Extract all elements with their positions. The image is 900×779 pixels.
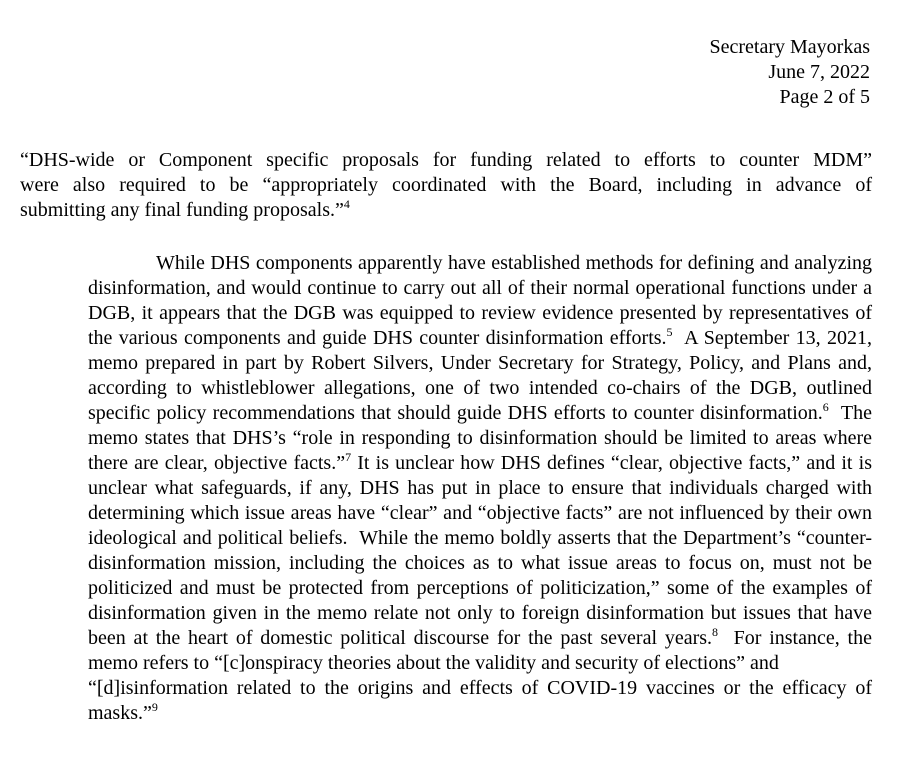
footnote-ref: 7 [345, 450, 352, 464]
text-line: memo prepared in part by Robert Silvers, Under Secretary for Strategy, Policy, and Plans and, [88, 352, 872, 374]
text-line: memo refers to “[c]onspiracy theories about the validity and security of elections” and [88, 652, 779, 674]
text-line: were also required to be “appropriately coordinated with the Board, including in advance of [20, 174, 872, 196]
text-line: ideological and political beliefs. While the memo boldly asserts that the Department’s “counter- [88, 527, 872, 549]
text-line: disinformation mission, including the choices as to what issue areas to focus on, must not be [88, 552, 872, 574]
text-line: politicized and must be protected from perceptions of politicization,” some of the examples of [88, 577, 872, 599]
header-date: June 7, 2022 [768, 61, 870, 83]
text-line: been at the heart of domestic political discourse for the past several years.$^8$ For instance, the [88, 625, 872, 649]
text-line: masks.”$^9$ [88, 700, 158, 724]
text-line: the various components and guide DHS counter disinformation efforts.$^5$ A September 13, 2021, [88, 325, 872, 349]
text-line: there are clear, objective facts.”$^7$ It is unclear how DHS defines “clear, objective facts,” and it is [88, 450, 872, 474]
footnote-ref: 4 [343, 197, 350, 211]
header-page-number: Page 2 of 5 [779, 86, 870, 108]
body-paragraph-1 [20, 148, 872, 223]
text-line: unclear what safeguards, if any, DHS has put in place to ensure that individuals charged with [88, 477, 872, 499]
text-line: While DHS components apparently have established methods for defining and analyzing [156, 252, 872, 274]
footnote-ref: 8 [712, 625, 719, 639]
text-line: “[d]isinformation related to the origins and effects of COVID-19 vaccines or the efficacy of [88, 677, 872, 699]
text-line: determining which issue areas have “clear” and “objective facts” are not influenced by their own [88, 502, 872, 524]
header-recipient: Secretary Mayorkas [709, 36, 870, 58]
text-line: submitting any final funding proposals.”$^4$ [20, 197, 350, 221]
text-line: memo states that DHS’s “role in responding to disinformation should be limited to areas where [88, 427, 872, 449]
text-line: disinformation given in the memo relate not only to foreign disinformation but issues that have [88, 602, 872, 624]
text-line: DGB, it appears that the DGB was equipped to review evidence presented by representatives of [88, 302, 872, 324]
footnote-ref: 9 [151, 700, 158, 714]
text-line: disinformation, and would continue to carry out all of their normal operational functions under a [88, 277, 872, 299]
text-line: specific policy recommendations that should guide DHS efforts to counter disinformation.$^6$ The [88, 400, 872, 424]
text-line: according to whistleblower allegations, one of two intended co-chairs of the DGB, outlined [88, 377, 872, 399]
text-line: “DHS-wide or Component specific proposals for funding related to efforts to counter MDM” [20, 149, 872, 171]
footnote-ref: 6 [822, 400, 829, 414]
body-paragraph-2 [20, 251, 872, 726]
footnote-ref: 5 [666, 325, 673, 339]
letter-header [20, 0, 872, 110]
